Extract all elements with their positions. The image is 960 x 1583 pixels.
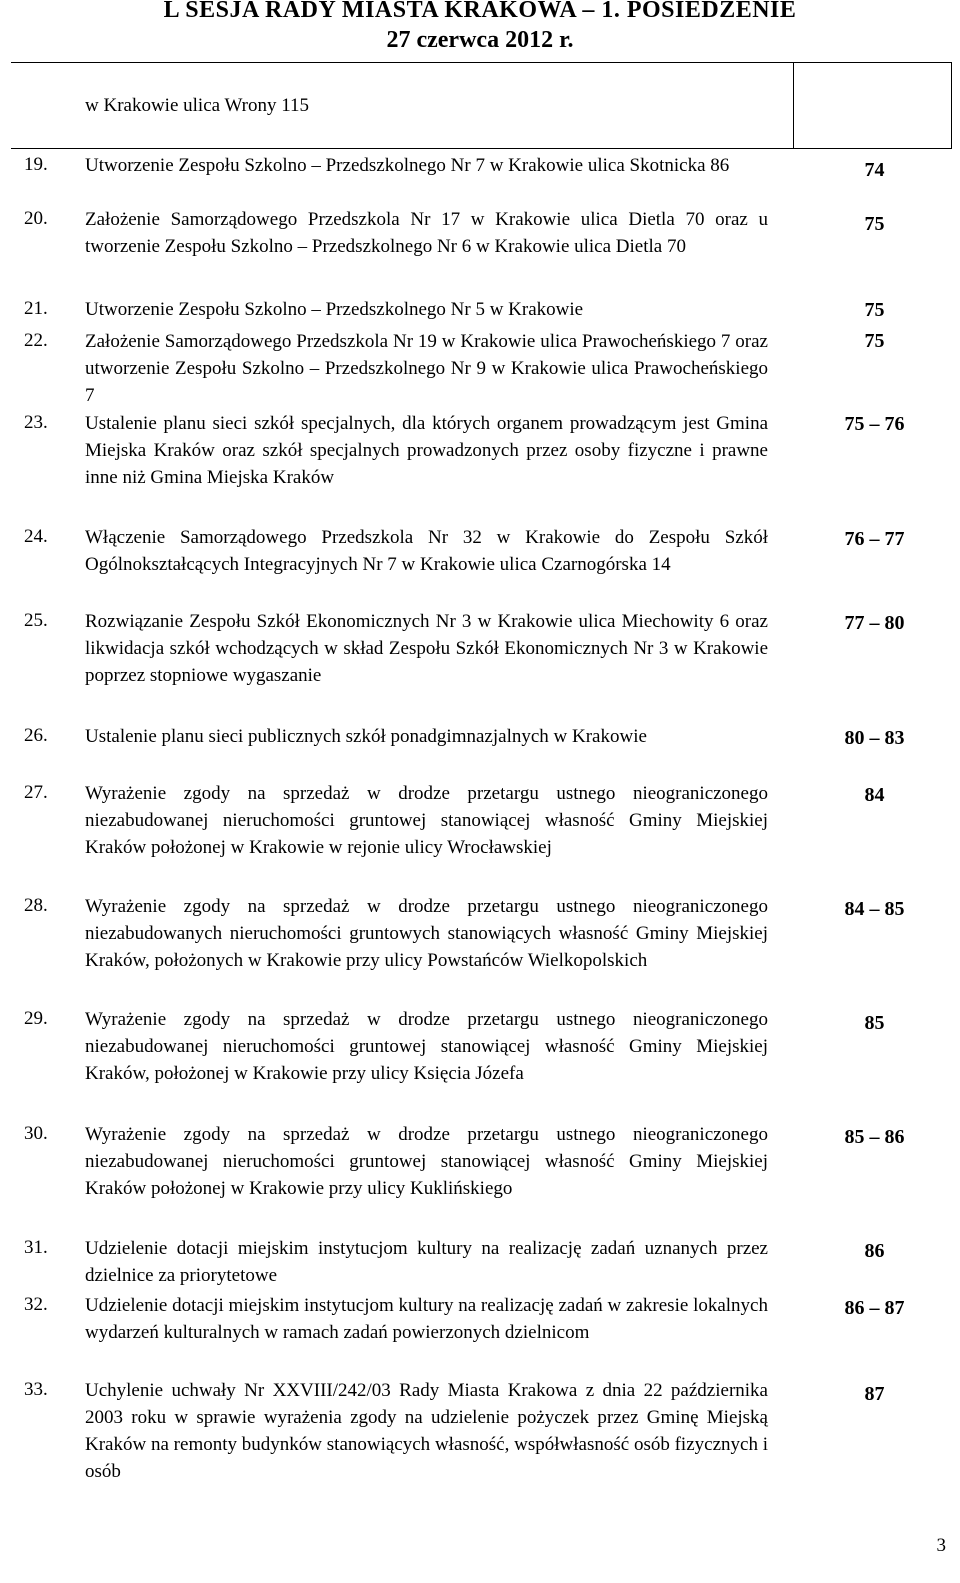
agenda-item-text: Udzielenie dotacji miejskim instytucjom kultury na realizację zadań uznanych przez dzielnice za priorytetowe: [85, 1238, 768, 1286]
session-date: 27 czerwca 2012 r.: [386, 27, 574, 53]
page-number: 3: [936, 1535, 946, 1556]
agenda-item-text: Uchylenie uchwały Nr XXVIII/242/03 Rady Miasta Krakowa z dnia 22 października 2003 roku w sprawie wyrażenia zgody na udzielenie pożyczek przez Gminę Miejską Kraków na remonty budynków stanowiących własność, współwłasność osób fizycznych i osób: [85, 1380, 768, 1482]
agenda-item-text: Włączenie Samorządowego Przedszkola Nr 32 w Krakowie do Zespołu Szkół Ogólnokształcących Integracyjnych Nr 7 w Krakowie ulica Czarnogórska 14: [85, 527, 768, 575]
agenda-item-text: Ustalenie planu sieci publicznych szkół ponadgimnazjalnych w Krakowie: [85, 726, 647, 747]
session-title: L SESJA RADY MIASTA KRAKOWA – 1. POSIEDZENIE: [163, 0, 797, 23]
agenda-item-pages: 75: [864, 330, 885, 352]
agenda-item-text: Utworzenie Zespołu Szkolno – Przedszkolnego Nr 7 w Krakowie ulica Skotnicka 86: [85, 155, 730, 176]
agenda-item-text: Założenie Samorządowego Przedszkola Nr 19 w Krakowie ulica Prawocheńskiego 7 oraz utworzenie Zespołu Szkolno – Przedszkolnego Nr 9 w Krakowie ulica Prawocheńskiego 7: [85, 331, 768, 406]
agenda-item-pages: 84: [864, 784, 885, 806]
agenda-item-text: Utworzenie Zespołu Szkolno – Przedszkolnego Nr 5 w Krakowie: [85, 299, 584, 320]
agenda-item-number: 23.: [24, 412, 48, 433]
agenda-item-text: Rozwiązanie Zespołu Szkół Ekonomicznych Nr 3 w Krakowie ulica Miechowity 6 oraz likwidacja szkół wchodzących w skład Zespołu Szkół Ekonomicznych Nr 3 w Krakowie poprzez stopniowe wygaszanie: [85, 611, 768, 686]
column-divider: [793, 63, 794, 149]
agenda-item-pages: 75: [864, 299, 885, 321]
agenda-item-text: Udzielenie dotacji miejskim instytucjom kultury na realizację zadań w zakresie lokalnych wydarzeń kulturalnych w ramach zadań powierzonych dzielnicom: [85, 1295, 768, 1343]
agenda-item-number: 19.: [24, 154, 48, 175]
agenda-item-pages: 86: [864, 1240, 885, 1262]
agenda-item-number: 27.: [24, 782, 48, 803]
agenda-item-text: Założenie Samorządowego Przedszkola Nr 17 w Krakowie ulica Dietla 70 oraz u tworzenie Zespołu Szkolno – Przedszkolnego Nr 6 w Krakowie ulica Dietla 70: [85, 209, 768, 257]
agenda-item-text: Wyrażenie zgody na sprzedaż w drodze przetargu ustnego nieograniczonego niezabudowanej nieruchomości gruntowej stanowiącej własność Gminy Miejskiej Kraków położonej w Krakowie w rejonie ulicy Wrocławskiej: [85, 783, 768, 858]
table-row-rule: [11, 148, 952, 149]
agenda-item-number: 26.: [24, 725, 48, 746]
header-rule: [11, 62, 952, 63]
agenda-item-number: 28.: [24, 895, 48, 916]
agenda-item-text: Wyrażenie zgody na sprzedaż w drodze przetargu ustnego nieograniczonego niezabudowanych nieruchomości gruntowych stanowiących własność Gminy Miejskiej Kraków, położonych w Krakowie przy ulicy Powstańców Wielkopolskich: [85, 896, 768, 971]
agenda-item-pages: 86 – 87: [844, 1297, 905, 1319]
table-right-border: [951, 63, 952, 149]
agenda-item-number: 20.: [24, 208, 48, 229]
agenda-item-pages: 75: [864, 213, 885, 235]
agenda-item-number: 30.: [24, 1123, 48, 1144]
agenda-item-pages: 85 – 86: [844, 1126, 905, 1148]
agenda-item-pages: 75 – 76: [844, 413, 905, 435]
agenda-item-pages: 87: [864, 1383, 885, 1405]
agenda-item-pages: 84 – 85: [844, 898, 905, 920]
agenda-item-number: 24.: [24, 526, 48, 547]
agenda-item-number: 31.: [24, 1237, 48, 1258]
agenda-item-pages: 76 – 77: [844, 528, 905, 550]
agenda-item-number: 32.: [24, 1294, 48, 1315]
agenda-item-number: 29.: [24, 1008, 48, 1029]
agenda-item-pages: 77 – 80: [844, 612, 905, 634]
agenda-item-number: 25.: [24, 610, 48, 631]
agenda-item-number: 22.: [24, 330, 48, 351]
agenda-item-pages: 80 – 83: [844, 727, 905, 749]
agenda-item-text: Wyrażenie zgody na sprzedaż w drodze przetargu ustnego nieograniczonego niezabudowanej nieruchomości gruntowej stanowiącej własność Gminy Miejskiej Kraków położonej w Krakowie przy ulicy Kuklińskiego: [85, 1124, 768, 1199]
agenda-item-text: w Krakowie ulica Wrony 115: [85, 95, 310, 116]
agenda-item-pages: 74: [864, 159, 885, 181]
agenda-item-pages: 85: [864, 1012, 885, 1034]
agenda-item-number: 21.: [24, 298, 48, 319]
agenda-item-number: 33.: [24, 1379, 48, 1400]
agenda-item-text: Ustalenie planu sieci szkół specjalnych, dla których organem prowadzącym jest Gmina Miejska Kraków oraz szkół specjalnych prowadzonych przez osoby fizyczne i prawne inne niż Gmina Miejska Kraków: [85, 413, 768, 488]
agenda-item-text: Wyrażenie zgody na sprzedaż w drodze przetargu ustnego nieograniczonego niezabudowanej nieruchomości gruntowej stanowiącej własność Gminy Miejskiej Kraków, położonej w Krakowie przy ulicy Księcia Józefa: [85, 1009, 768, 1084]
